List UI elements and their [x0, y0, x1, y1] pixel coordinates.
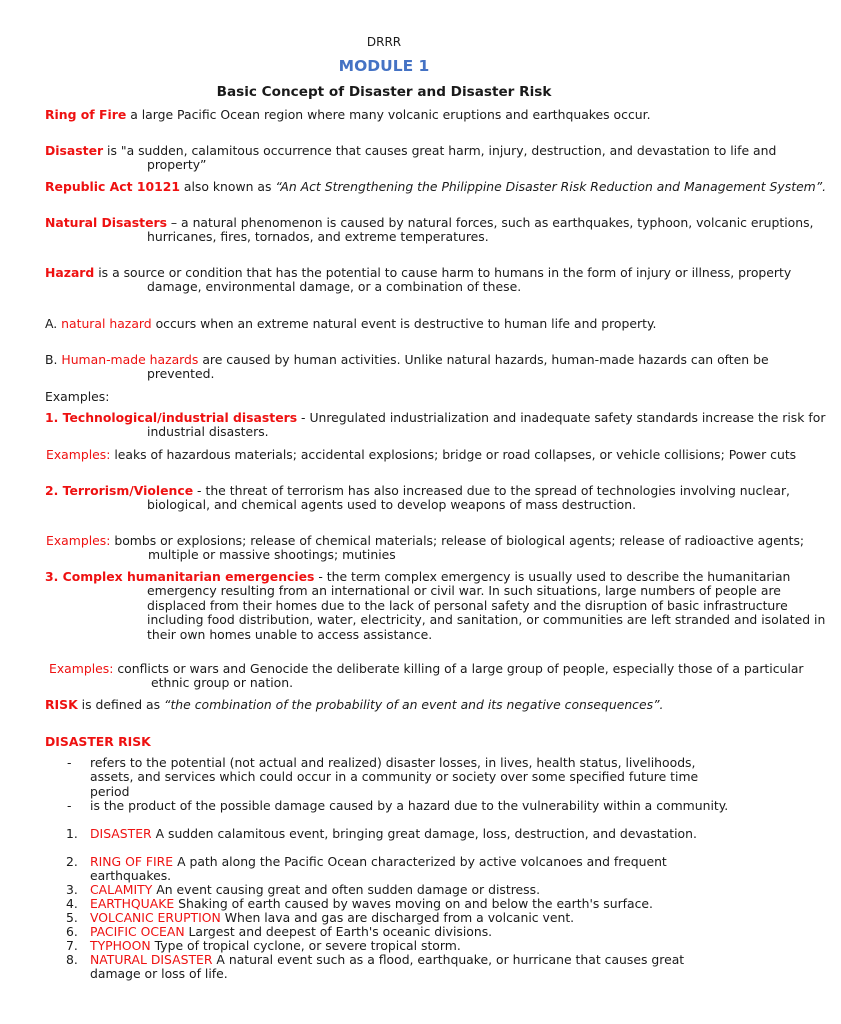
term: Examples:: [46, 447, 111, 462]
examples-label: Examples:: [45, 389, 110, 404]
term: CALAMITY: [90, 882, 153, 897]
item-text: Type of tropical cyclone, or severe tropical storm.: [150, 938, 461, 953]
item-text: When lava and gas are discharged from a volcanic vent.: [220, 910, 575, 925]
examples-text: bombs or explosions; release of chemical materials; release of biological agents; release of radioactive agents; multiple or massive shootings; mutinies: [110, 533, 805, 563]
list-number: 1.: [66, 826, 78, 841]
list-number: 3.: [66, 882, 78, 897]
course-header: DRRR: [366, 35, 402, 49]
list-number: 5.: [66, 910, 78, 925]
examples-complex: [49, 662, 841, 691]
disaster-risk-heading: DISASTER RISK: [45, 734, 151, 749]
examples-text: leaks of hazardous materials; accidental explosions; bridge or road collapses, or vehicle collisions; Power cuts: [110, 447, 797, 462]
definition-text: occurs when an extreme natural event is destructive to human life and property.: [151, 316, 657, 331]
item-text: Shaking of earth caused by waves moving on and below the earth's surface.: [174, 896, 653, 911]
term: Natural Disasters: [45, 215, 167, 230]
definition-quote: “the combination of the probability of an event and its negative consequences”.: [164, 697, 664, 712]
definition-disaster: [45, 144, 837, 173]
definition-ring-of-fire: [45, 108, 837, 122]
examples-terrorism: [46, 534, 838, 563]
type-complex-emergencies: [45, 570, 837, 642]
definition-natural-hazard: [45, 317, 837, 331]
term: PACIFIC OCEAN: [90, 924, 185, 939]
definition-quote: “An Act Strengthening the Philippine Disaster Risk Reduction and Management System”.: [275, 179, 827, 194]
item-prefix: B.: [45, 352, 62, 367]
term: Ring of Fire: [45, 107, 127, 122]
term: Examples:: [49, 661, 114, 676]
definition-risk: [45, 698, 837, 712]
bullet-dash: -: [67, 755, 72, 770]
definition-text: is a source or condition that has the potential to cause harm to humans in the form of injury or illness, property damage, environmental damage, or a combination of these.: [94, 265, 792, 295]
definition-human-made-hazards: [45, 353, 837, 382]
definition-republic-act: [45, 180, 837, 194]
term: 3. Complex humanitarian emergencies: [45, 569, 315, 584]
term: Republic Act 10121: [45, 179, 180, 194]
list-number: 7.: [66, 938, 78, 953]
module-title: MODULE 1: [338, 57, 430, 75]
examples-technological: [46, 448, 838, 462]
term: Disaster: [45, 143, 104, 158]
definition-text: - the term complex emergency is usually used to describe the humanitarian emergency resulting from an international or civil war. In such situations, large numbers of people are displaced from their homes due to the lack of personal safety and the disruption of basic infrastructure including food distribution, water, electricity, and sanitation, or communities are left stranded and isolated in their own homes unable to access assistance.: [147, 569, 826, 642]
disaster-risk-bullet: refers to the potential (not actual and realized) disaster losses, in lives, health status, livelihoods, assets, and services which could occur in a community or society over some specified future time period: [90, 755, 699, 799]
disaster-risk-bullet: is the product of the possible damage caused by a hazard due to the vulnerability within a community.: [90, 798, 729, 813]
list-number: 8.: [66, 952, 78, 967]
term: Human-made hazards: [61, 352, 199, 367]
type-technological: [45, 411, 837, 440]
term: NATURAL DISASTER: [90, 952, 213, 967]
item-text: An event causing great and often sudden damage or distress.: [152, 882, 541, 897]
list-item: [90, 855, 730, 884]
term: RING OF FIRE: [90, 854, 174, 869]
type-terrorism: [45, 484, 837, 513]
term: natural hazard: [61, 316, 152, 331]
page-title: Basic Concept of Disaster and Disaster Risk: [216, 84, 552, 100]
definition-text: - the threat of terrorism has also increased due to the spread of technologies involving nuclear, biological, and chemical agents used to develop weapons of mass destruction.: [147, 483, 790, 513]
definition-hazard: [45, 266, 837, 295]
examples-text: conflicts or wars and Genocide the deliberate killing of a large group of people, especially those of a particular ethnic group or nation.: [113, 661, 804, 691]
list-number: 2.: [66, 854, 78, 869]
term: Examples:: [46, 533, 111, 548]
definition-text: is "a sudden, calamitous occurrence that causes great harm, injury, destruction, and devastation to life and property”: [103, 143, 777, 173]
term: 1. Technological/industrial disasters: [45, 410, 298, 425]
term: RISK: [45, 697, 78, 712]
item-prefix: A.: [45, 316, 62, 331]
term: Hazard: [45, 265, 95, 280]
definition-text: a large Pacific Ocean region where many volcanic eruptions and earthquakes occur.: [126, 107, 651, 122]
term: DISASTER: [90, 826, 152, 841]
list-number: 6.: [66, 924, 78, 939]
list-item: [90, 827, 730, 841]
list-item: [90, 953, 730, 982]
definition-text: – a natural phenomenon is caused by natural forces, such as earthquakes, typhoon, volcanic eruptions, hurricanes, fires, tornados, and extreme temperatures.: [147, 215, 814, 245]
item-text: A sudden calamitous event, bringing great damage, loss, destruction, and devastation.: [151, 826, 697, 841]
bullet-dash: -: [67, 798, 72, 813]
term: TYPHOON: [90, 938, 151, 953]
definition-text: are caused by human activities. Unlike natural hazards, human-made hazards can often be prevented.: [147, 352, 769, 382]
term: EARTHQUAKE: [90, 896, 175, 911]
item-text: A natural event such as a flood, earthquake, or hurricane that causes great damage or loss of life.: [90, 952, 685, 982]
list-number: 4.: [66, 896, 78, 911]
definition-prefix: is defined as: [77, 697, 165, 712]
definition-natural-disasters: [45, 216, 837, 245]
term: 2. Terrorism/Violence: [45, 483, 194, 498]
definition-prefix: also known as: [179, 179, 276, 194]
term: VOLCANIC ERUPTION: [90, 910, 221, 925]
item-text: Largest and deepest of Earth's oceanic divisions.: [184, 924, 493, 939]
definition-text: - Unregulated industrialization and inadequate safety standards increase the risk for industrial disasters.: [147, 410, 826, 440]
item-text: A path along the Pacific Ocean characterized by active volcanoes and frequent earthquakes.: [90, 854, 667, 884]
